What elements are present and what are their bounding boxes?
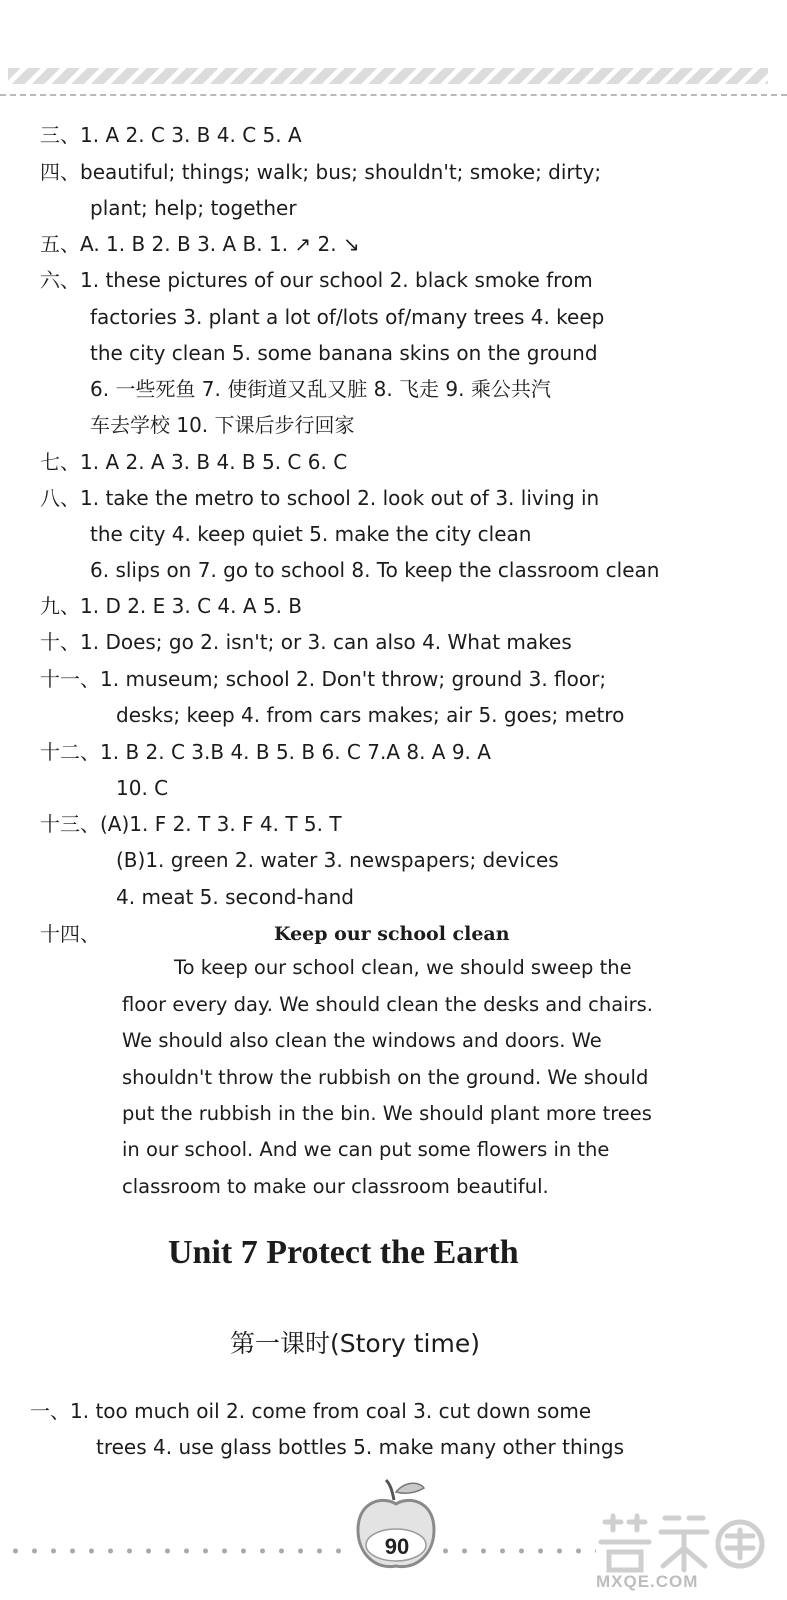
- essay-line: To keep our school clean, we should sweep the: [174, 956, 632, 979]
- answer-line: 七、1. A 2. A 3. B 4. B 5. C 6. C: [40, 450, 348, 474]
- watermark-site: MXQE.COM: [596, 1572, 699, 1591]
- answer-line: 九、1. D 2. E 3. C 4. A 5. B: [40, 594, 303, 618]
- top-dashed-rule: [0, 94, 787, 96]
- lesson-answer-line: trees 4. use glass bottles 5. make many other things: [96, 1435, 624, 1459]
- footer-dots-right: [436, 1541, 596, 1561]
- essay-line: put the rubbish in the bin. We should plant more trees: [122, 1102, 652, 1125]
- answer-line: 十四、: [40, 922, 100, 946]
- essay-line: classroom to make our classroom beautiful.: [122, 1175, 549, 1198]
- answer-line: (B)1. green 2. water 3. newspapers; devices: [116, 848, 559, 872]
- lesson-answer-line: 一、1. too much oil 2. come from coal 3. cut down some: [30, 1399, 592, 1423]
- answer-line: 五、A. 1. B 2. B 3. A B. 1. ↗ 2. ↘: [40, 232, 360, 256]
- answer-line: the city clean 5. some banana skins on the ground: [90, 341, 598, 365]
- answer-line: the city 4. keep quiet 5. make the city clean: [90, 522, 532, 546]
- answer-line: 八、1. take the metro to school 2. look out of 3. living in: [40, 486, 600, 510]
- answer-line: 6. slips on 7. go to school 8. To keep the classroom clean: [90, 558, 660, 582]
- answer-line: 十、1. Does; go 2. isn't; or 3. can also 4. What makes: [40, 630, 572, 654]
- answer-line: 4. meat 5. second-hand: [116, 885, 354, 909]
- essay-line: floor every day. We should clean the desks and chairs.: [122, 993, 654, 1016]
- essay-line: We should also clean the windows and doors. We: [122, 1029, 602, 1052]
- answer-line: 十二、1. B 2. C 3.B 4. B 5. B 6. C 7.A 8. A 9. A: [40, 740, 491, 764]
- answer-line: 十三、(A)1. F 2. T 3. F 4. T 5. T: [40, 812, 342, 836]
- watermark-logo: [595, 1508, 765, 1578]
- answer-line: 10. C: [116, 776, 169, 800]
- answer-line: desks; keep 4. from cars makes; air 5. goes; metro: [116, 703, 625, 727]
- essay-title: Keep our school clean: [274, 923, 510, 945]
- lesson-title: 第一课时(Story time): [230, 1329, 480, 1358]
- answer-line: plant; help; together: [90, 196, 297, 220]
- answer-line: 十一、1. museum; school 2. Don't throw; ground 3. floor;: [40, 667, 607, 691]
- page-number: 90: [384, 1534, 410, 1559]
- essay-line: in our school. And we can put some flowers in the: [122, 1138, 610, 1161]
- answer-line: factories 3. plant a lot of/lots of/many trees 4. keep: [90, 305, 605, 329]
- answer-line: 六、1. these pictures of our school 2. black smoke from: [40, 268, 593, 292]
- top-decorative-band: [8, 68, 768, 84]
- answer-line: 车去学校 10. 下课后步行回家: [90, 413, 355, 437]
- answer-line: 四、beautiful; things; walk; bus; shouldn't; smoke; dirty;: [40, 160, 602, 184]
- answer-line: 三、1. A 2. C 3. B 4. C 5. A: [40, 123, 302, 147]
- answer-line: 6. 一些死鱼 7. 使街道又乱又脏 8. 飞走 9. 乘公共汽: [90, 377, 551, 401]
- essay-line: shouldn't throw the rubbish on the ground. We should: [122, 1066, 649, 1089]
- footer-dots-left: [6, 1541, 350, 1561]
- unit-title: Unit 7 Protect the Earth: [168, 1234, 519, 1271]
